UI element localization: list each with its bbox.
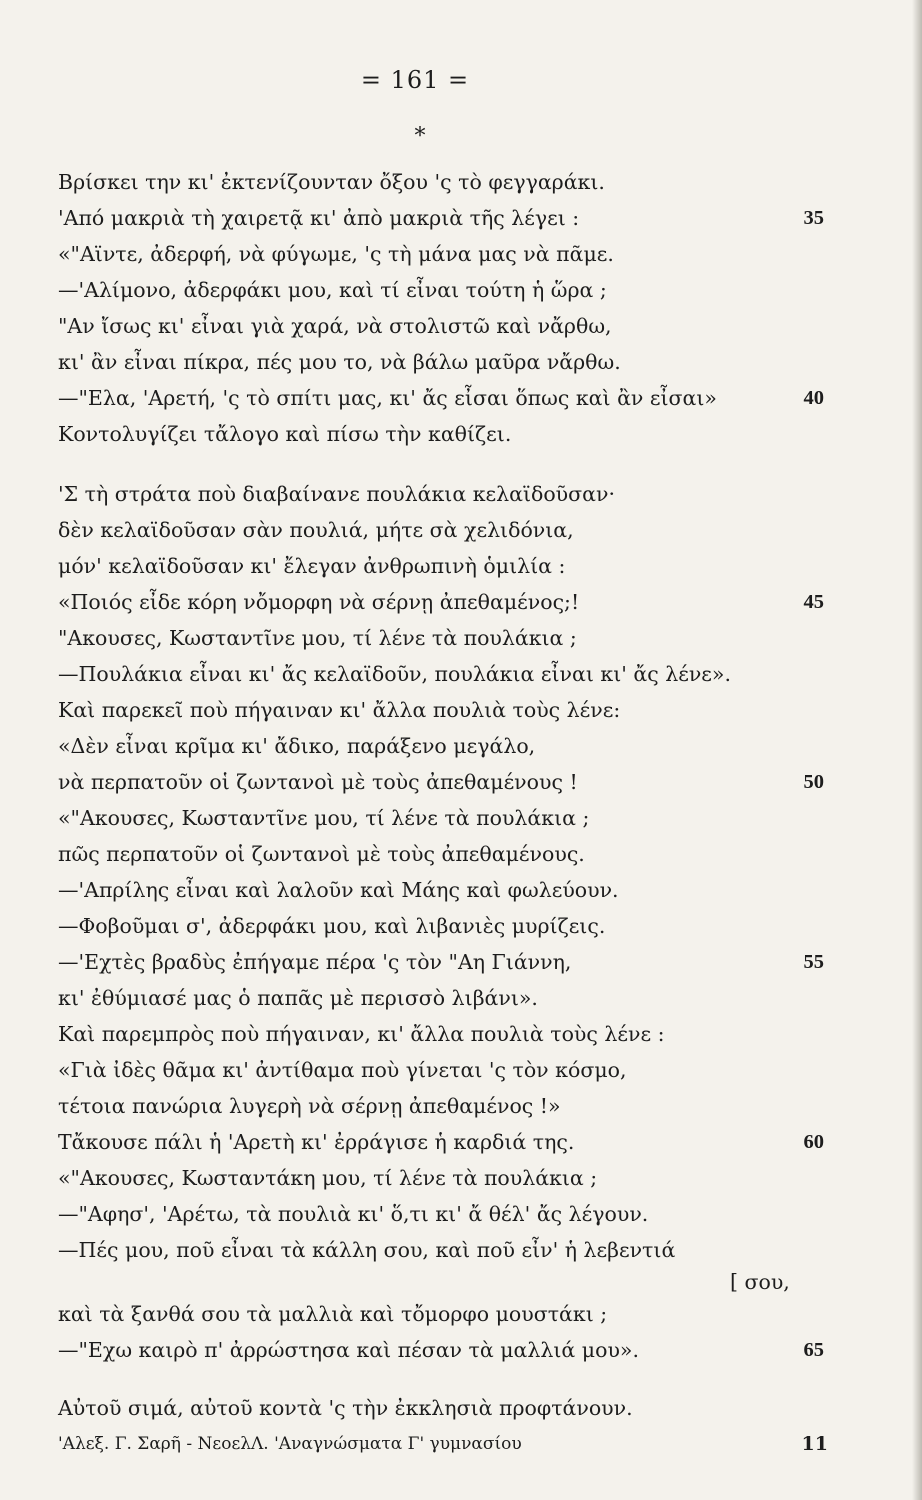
poem-line-continuation: [ σου, bbox=[730, 1270, 790, 1294]
poem-line: Καὶ παρεμπρὸς ποὺ πήγαιναν, κι' ἄλλα πουλιὰ τοὺς λένε : bbox=[58, 1022, 665, 1046]
page-number: = 161 = bbox=[360, 66, 470, 94]
line-number: 40 bbox=[803, 387, 824, 409]
line-number: 35 bbox=[803, 207, 824, 229]
poem-line: κι' ἂν εἶναι πίκρα, πές μου το, νὰ βάλω μαῦρα νἄρθω. bbox=[58, 350, 621, 374]
poem-line: 'Σ τὴ στράτα ποὺ διαβαίνανε πουλάκια κελαϊδοῦσαν· bbox=[58, 482, 615, 506]
poem-line: —"Εχω καιρὸ π' ἀρρώστησα καὶ πέσαν τὰ μαλλιά μου». bbox=[58, 1338, 639, 1362]
line-number: 60 bbox=[803, 1131, 824, 1153]
poem-line: 'Από μακριὰ τὴ χαιρετᾷ κι' ἀπὸ μακριὰ τῆς λέγει : bbox=[58, 206, 580, 230]
poem-line: «"Ακουσες, Κωσταντῖνε μου, τί λένε τὰ πουλάκια ; bbox=[58, 806, 590, 830]
poem-line: —Φοβοῦμαι σ', ἀδερφάκι μου, καὶ λιβανιὲς μυρίζεις. bbox=[58, 914, 606, 938]
poem-line: Καὶ παρεκεῖ ποὺ πήγαιναν κι' ἄλλα πουλιὰ τοὺς λένε: bbox=[58, 698, 621, 722]
line-number: 65 bbox=[803, 1339, 824, 1361]
poem-line: Κοντολυγίζει τἄλογο καὶ πίσω τὴν καθίζει. bbox=[58, 422, 512, 446]
poem-line: κι' ἐθύμιασέ μας ὁ παπᾶς μὲ περισσὸ λιβάνι». bbox=[58, 986, 538, 1010]
poem-line: «"Αϊντε, ἀδερφή, νὰ φύγωμε, 'ς τὴ μάνα μας νὰ πᾶμε. bbox=[58, 242, 614, 266]
poem-line: «Γιὰ ἰδὲς θᾶμα κι' ἀντίθαμα ποὺ γίνεται 'ς τὸν κόσμο, bbox=[58, 1058, 627, 1082]
poem-line: —Πουλάκια εἶναι κι' ἄς κελαϊδοῦν, πουλάκια εἶναι κι' ἄς λένε». bbox=[58, 662, 731, 686]
poem-line: «Ποιός εἶδε κόρη νὄμορφη νὰ σέρνῃ ἀπεθαμένος;! bbox=[58, 590, 580, 614]
poem-line: καὶ τὰ ξανθά σου τὰ μαλλιὰ καὶ τὄμορφο μουστάκι ; bbox=[58, 1302, 608, 1326]
poem-line: —'Εχτὲς βραδὺς ἐπήγαμε πέρα 'ς τὸν "Αη Γιάννη, bbox=[58, 950, 572, 974]
poem-line: δὲν κελαϊδοῦσαν σὰν πουλιά, μήτε σὰ χελιδόνια, bbox=[58, 518, 574, 542]
section-mark: * bbox=[414, 124, 426, 149]
poem-line: —'Αλίμονο, ἀδερφάκι μου, καὶ τί εἶναι τούτη ἡ ὥρα ; bbox=[58, 278, 607, 302]
page-footer bbox=[58, 1432, 828, 1456]
poem-line: πῶς περπατοῦν οἱ ζωντανοὶ μὲ τοὺς ἀπεθαμένους. bbox=[58, 842, 585, 866]
poem-line: μόν' κελαϊδοῦσαν κι' ἔλεγαν ἀνθρωπινὴ ὁμιλία : bbox=[58, 554, 566, 578]
poem-line: —Πές μου, ποῦ εἶναι τὰ κάλλη σου, καὶ ποῦ εἶν' ἡ λεβεντιά bbox=[58, 1238, 676, 1262]
line-number: 50 bbox=[803, 771, 824, 793]
footer-citation: 'Αλεξ. Γ. Σαρῆ - ΝεοελΛ. 'Αναγνώσματα Γ' γυμνασίου bbox=[58, 1434, 522, 1454]
poem-line: "Αν ἴσως κι' εἶναι γιὰ χαρά, νὰ στολιστῶ καὶ νἄρθω, bbox=[58, 314, 612, 338]
poem-line: Τἄκουσε πάλι ἡ 'Αρετὴ κι' ἐρράγισε ἡ καρδιά της. bbox=[58, 1130, 575, 1154]
poem-line: —"Ελα, 'Αρετή, 'ς τὸ σπίτι μας, κι' ἄς εἶσαι ὅπως καὶ ἂν εἶσαι» bbox=[58, 386, 717, 410]
poem-line: «"Ακουσες, Κωσταντάκη μου, τί λένε τὰ πουλάκια ; bbox=[58, 1166, 598, 1190]
poem-line: Αὐτοῦ σιμά, αὐτοῦ κοντὰ 'ς τὴν ἐκκλησιὰ προφτάνουν. bbox=[58, 1396, 633, 1420]
footer-sheet-number: 11 bbox=[801, 1433, 828, 1455]
page-edge-shadow bbox=[912, 0, 922, 1500]
line-number: 45 bbox=[803, 591, 824, 613]
poem-line: "Ακουσες, Κωσταντῖνε μου, τί λένε τὰ πουλάκια ; bbox=[58, 626, 577, 650]
poem-line: Βρίσκει την κι' ἐκτενίζουνταν ὄξου 'ς τὸ φεγγαράκι. bbox=[58, 170, 605, 194]
poem-line: τέτοια πανώρια λυγερὴ νὰ σέρνῃ ἀπεθαμένος !» bbox=[58, 1094, 561, 1118]
poem-line: νὰ περπατοῦν οἱ ζωντανοὶ μὲ τοὺς ἀπεθαμένους ! bbox=[58, 770, 578, 794]
line-number: 55 bbox=[803, 951, 824, 973]
poem-line: —'Απρίλης εἶναι καὶ λαλοῦν καὶ Μάης καὶ φωλεύουν. bbox=[58, 878, 619, 902]
poem-line: —"Αφησ', 'Αρέτω, τὰ πουλιὰ κι' ὅ,τι κι' ἄ θέλ' ἄς λέγουν. bbox=[58, 1202, 649, 1226]
poem-line: «Δὲν εἶναι κρῖμα κι' ἄδικο, παράξενο μεγάλο, bbox=[58, 734, 536, 758]
